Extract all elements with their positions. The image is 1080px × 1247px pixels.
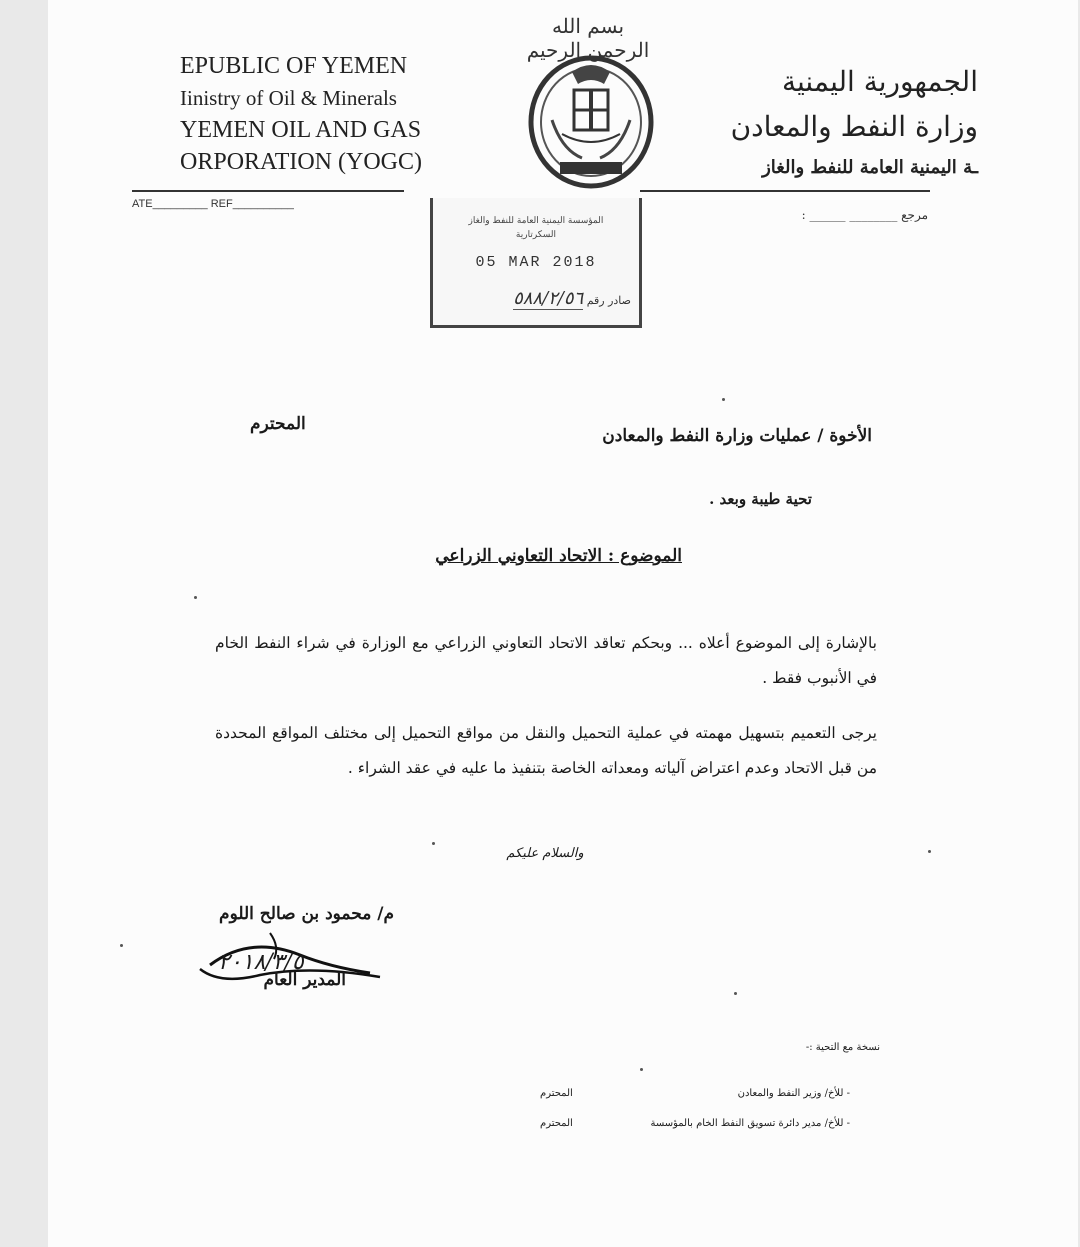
signature-date: ٢٠١٨/٣/٥	[218, 950, 304, 975]
outgoing-stamp	[430, 198, 642, 328]
stamp-date: 05 MAR 2018	[475, 254, 597, 271]
signer-title: المدير العام	[263, 970, 346, 990]
ref-line-arabic: مرجع ________ ______ :	[801, 208, 928, 222]
scan-speck	[640, 1068, 643, 1071]
letterhead-en-line-1: EPUBLIC OF YEMEN	[180, 53, 408, 79]
scan-speck	[722, 398, 725, 401]
letterhead-ar-line-1: الجمهورية اليمنية	[781, 65, 978, 98]
greeting: تحية طيبة وبعد .	[709, 490, 812, 508]
copy-honorific: المحترم	[540, 1118, 573, 1129]
letterhead-en-line-2: Iinistry of Oil & Minerals	[180, 86, 397, 110]
header-rule-left	[132, 190, 404, 192]
stamp-issued	[513, 288, 631, 309]
letterhead-ar-line-3: ـة اليمنية العامة للنفط والغاز	[762, 157, 978, 178]
stamp-organization: المؤسسة اليمنية العامة للنفط والغاز	[468, 216, 604, 226]
body-paragraph-2: يرجى التعميم بتسهيل مهمته في عملية التحميل والنقل من مواقع التحميل إلى مختلف المواقع المحددة من قبل الاتحاد وعدم اعتراض آلياته ومعداته الخاصة بتنفيذ ما عليه في عقد الشراء .	[215, 724, 877, 777]
copy-honorific: المحترم	[540, 1088, 573, 1099]
copy-recipient-row	[540, 1088, 850, 1099]
scan-speck	[734, 992, 737, 995]
closing: والسلام عليكم	[506, 846, 584, 861]
header-rule-right	[640, 190, 930, 192]
scan-speck	[120, 944, 123, 947]
subject-line: الموضوع : الاتحاد التعاوني الزراعي	[435, 546, 682, 566]
yemen-emblem-icon	[522, 50, 660, 192]
basmala: بسم الله الرحمن الرحيم	[526, 14, 650, 62]
copies-heading: نسخة مع التحية :-	[805, 1042, 880, 1053]
honorific: المحترم	[250, 414, 306, 434]
body-paragraph-1: بالإشارة إلى الموضوع أعلاه ... وبحكم تعاقد الاتحاد التعاوني الزراعي مع الوزارة في شراء النفط الخام في الأنبوب فقط .	[215, 634, 877, 687]
scan-speck	[432, 842, 435, 845]
addressee: الأخوة / عمليات وزارة النفط والمعادن	[602, 426, 872, 446]
stamp-department: السكرتارية	[515, 230, 557, 240]
letterhead-ar-line-2: وزارة النفط والمعادن	[730, 110, 978, 143]
copy-recipient-row	[540, 1118, 850, 1129]
copy-recipient: - للأخ/ وزير النفط والمعادن	[737, 1088, 850, 1099]
letterhead-english	[180, 50, 480, 178]
letterhead-en-line-3: YEMEN OIL AND GAS	[180, 117, 422, 143]
scan-speck	[194, 596, 197, 599]
letterhead-arabic	[648, 60, 978, 186]
copy-recipient: - للأخ/ مدير دائرة تسويق النفط الخام بالمؤسسة	[650, 1118, 850, 1129]
scan-speck	[928, 850, 931, 853]
stamp-issued-number: ٥٨٨/٢/٥٦	[513, 288, 584, 309]
signer-name: م/ محمود بن صالح اللوم	[219, 904, 394, 924]
letterhead-en-line-4: ORPORATION (YOGC)	[180, 149, 423, 175]
date-ref-line: ATE_________ REF__________	[132, 198, 294, 210]
stamp-issued-label: صادر رقم	[586, 294, 631, 307]
letter-page	[48, 0, 1078, 1247]
